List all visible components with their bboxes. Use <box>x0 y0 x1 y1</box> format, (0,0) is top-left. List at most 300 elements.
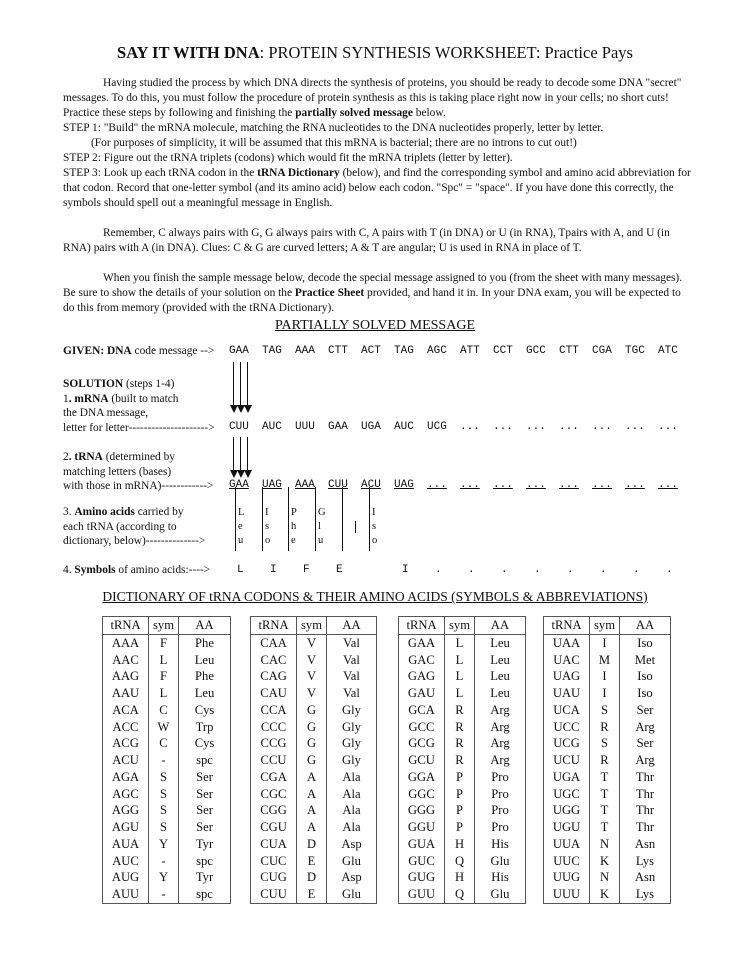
table-row <box>103 719 231 736</box>
finish-paragraph <box>63 271 693 316</box>
table-cell: C <box>149 702 179 719</box>
trna-label <box>63 450 233 494</box>
step-1: STEP 1: "Build" the mRNA molecule, matching the RNA nucleotides to the DNA nucleotides properly, letter by letter. <box>63 122 604 134</box>
table-cell: GUA <box>399 836 445 853</box>
aa-connector-line <box>262 487 263 551</box>
table-cell: Val <box>327 668 377 685</box>
arrow-shaft <box>233 362 234 406</box>
table-row <box>251 802 377 819</box>
column-header: tRNA <box>544 617 590 635</box>
table-cell: V <box>297 685 327 702</box>
table-cell: K <box>590 853 620 870</box>
mrna-text: letter for letter---------------------> <box>63 421 215 434</box>
table-row <box>544 634 671 651</box>
table-cell: Gly <box>327 735 377 752</box>
table-row <box>399 735 526 752</box>
aa-letter: h <box>291 521 297 532</box>
table-cell: AGG <box>103 802 149 819</box>
table-cell: V <box>297 634 327 651</box>
table-cell: R <box>445 719 475 736</box>
table-cell: Arg <box>620 719 671 736</box>
table-cell: L <box>149 685 179 702</box>
table-row <box>544 719 671 736</box>
partial-heading: PARTIALLY SOLVED MESSAGE <box>274 318 475 333</box>
table-row <box>399 853 526 870</box>
table-cell: GGG <box>399 802 445 819</box>
mrna-text: the DNA message, <box>63 407 149 419</box>
table-cell: Iso <box>620 668 671 685</box>
table-cell: S <box>590 735 620 752</box>
table-row <box>544 685 671 702</box>
table-cell: GUC <box>399 853 445 870</box>
step-number: 3. <box>63 506 75 518</box>
mrna-codon: GAA <box>328 421 348 433</box>
table-cell: I <box>590 668 620 685</box>
mrna-sequence <box>229 420 691 435</box>
aa-letter: e <box>291 535 296 546</box>
finish-text-end: provided, and hand it in. In your DNA exam, you will be expected to do this from memory (provided with the tRNA Dictionary). <box>63 287 681 314</box>
dna-codon: ACT <box>361 345 381 357</box>
table-cell: Leu <box>179 685 231 702</box>
table-cell: AUU <box>103 886 149 903</box>
table-cell: spc <box>179 886 231 903</box>
symbol: F <box>303 564 310 576</box>
mrna-codon: UGA <box>361 421 381 433</box>
table-cell: V <box>297 652 327 669</box>
symbol: . <box>567 564 574 576</box>
trna-codon: ... <box>625 479 645 491</box>
trna-text: with those in mRNA)------------> <box>63 480 214 492</box>
table-cell: S <box>149 786 179 803</box>
solution-rest: (steps 1-4) <box>123 378 175 390</box>
table-row <box>399 769 526 786</box>
table-cell: UAA <box>544 634 590 651</box>
remember-paragraph: Remember, C always pairs with G, G always pairs with C, A pairs with T (in DNA) or U (in RNA), Tpairs with A, and U (in RNA) pairs with A (in DNA). Clues: C & G are curved letters; A & T are angular; U is used in RNA in place of T. <box>63 227 670 254</box>
table-cell: ACU <box>103 752 149 769</box>
amino-acid-iso <box>265 506 277 548</box>
table-cell: R <box>590 752 620 769</box>
amino-acid-glu <box>318 506 330 548</box>
table-row <box>103 668 231 685</box>
amino-acids-label <box>63 505 233 549</box>
table-cell: Gly <box>327 702 377 719</box>
table-cell: F <box>149 668 179 685</box>
dna-codon: ATT <box>460 345 480 357</box>
aa-letter: s <box>265 521 270 532</box>
arrow-shaft <box>247 437 248 471</box>
dna-codon: TGC <box>625 345 645 357</box>
trna-codon: UAG <box>394 479 414 491</box>
table-cell: W <box>149 719 179 736</box>
table-cell: F <box>149 634 179 651</box>
table-cell: G <box>297 719 327 736</box>
dna-codon: AAA <box>295 345 315 357</box>
mrna-codon: UUU <box>295 421 315 433</box>
table-cell: AAC <box>103 652 149 669</box>
symbol: . <box>435 564 442 576</box>
table-cell: UUU <box>544 886 590 903</box>
table-row <box>103 802 231 819</box>
table-row <box>251 819 377 836</box>
table-cell: R <box>590 719 620 736</box>
dictionary-heading: DICTIONARY OF tRNA CODONS & THEIR AMINO ACIDS (SYMBOLS & ABBREVIATIONS) <box>102 589 648 604</box>
dna-codon: CCT <box>493 345 513 357</box>
table-row <box>103 853 231 870</box>
step-number: 4. <box>63 564 75 576</box>
table-cell: GUG <box>399 869 445 886</box>
table-cell: Y <box>149 869 179 886</box>
symbols-bold: Symbols <box>74 564 116 576</box>
table-cell: A <box>297 769 327 786</box>
table-cell: T <box>590 769 620 786</box>
table-row <box>399 719 526 736</box>
table-cell: H <box>445 836 475 853</box>
column-header: sym <box>590 617 620 635</box>
table-row <box>103 735 231 752</box>
column-header: sym <box>445 617 475 635</box>
trna-codon: ... <box>460 479 480 491</box>
table-cell: E <box>297 853 327 870</box>
table-cell: Asp <box>327 869 377 886</box>
table-cell: AAU <box>103 685 149 702</box>
aa-letter: G <box>318 507 326 518</box>
table-cell: Leu <box>475 652 526 669</box>
dna-codon: CTT <box>559 345 579 357</box>
table-cell: Tyr <box>179 836 231 853</box>
mrna-codon: CUU <box>229 421 249 433</box>
table-cell: AGC <box>103 786 149 803</box>
step-3-text-end: (below), and find the corresponding symbol and amino acid abbreviation for that codon. Record that one-letter symbol (and its amino acid) below each codon. "Spc" = "space". If you have done this correctly, the symbols should spell out a meaningful message in English. <box>63 167 691 209</box>
symbol: . <box>633 564 640 576</box>
trna-text: matching letters (bases) <box>63 465 172 478</box>
table-row <box>251 886 377 903</box>
spc-dash-mark <box>355 521 356 533</box>
table-cell: GAU <box>399 685 445 702</box>
table-cell: ACG <box>103 735 149 752</box>
table-row <box>103 869 231 886</box>
table-cell: Leu <box>475 685 526 702</box>
table-cell: G <box>297 752 327 769</box>
table-cell: Val <box>327 634 377 651</box>
table-cell: UAG <box>544 668 590 685</box>
symbol: I <box>270 564 277 576</box>
table-cell: Lys <box>620 886 671 903</box>
table-row <box>544 853 671 870</box>
table-cell: Ser <box>179 769 231 786</box>
table-cell: Ala <box>327 769 377 786</box>
table-row <box>399 702 526 719</box>
table-cell: CUC <box>251 853 297 870</box>
table-cell: R <box>445 735 475 752</box>
table-cell: H <box>445 869 475 886</box>
table-row <box>544 769 671 786</box>
table-row <box>251 769 377 786</box>
table-cell: Pro <box>475 819 526 836</box>
step-number: 2 <box>63 451 69 463</box>
table-cell: T <box>590 819 620 836</box>
table-row <box>399 869 526 886</box>
table-cell: Pro <box>475 786 526 803</box>
table-cell: GAG <box>399 668 445 685</box>
table-row <box>251 634 377 651</box>
symbol: . <box>600 564 607 576</box>
table-cell: Phe <box>179 634 231 651</box>
dna-sequence <box>229 344 691 359</box>
title-bold: SAY IT WITH DNA <box>117 43 260 62</box>
table-cell: CGU <box>251 819 297 836</box>
step-2: STEP 2: Figure out the tRNA triplets (codons) which would fit the mRNA triplets (letter by letter). <box>63 152 513 164</box>
table-cell: L <box>445 634 475 651</box>
step-3-bold: tRNA Dictionary <box>257 167 340 179</box>
table-cell: L <box>445 685 475 702</box>
table-cell: CUG <box>251 869 297 886</box>
table-cell: Asn <box>620 869 671 886</box>
table-cell: UUA <box>544 836 590 853</box>
aa-letter: P <box>291 507 297 518</box>
table-row <box>399 836 526 853</box>
dictionary-table <box>398 616 526 904</box>
symbol: . <box>501 564 508 576</box>
column-header: sym <box>297 617 327 635</box>
aa-letter: I <box>372 507 376 518</box>
table-cell: CCU <box>251 752 297 769</box>
given-label: code message --> <box>131 345 215 357</box>
step-number: 1 <box>63 392 69 405</box>
table-cell: CGG <box>251 802 297 819</box>
table-cell: R <box>445 752 475 769</box>
table-cell: GUU <box>399 886 445 903</box>
table-cell: A <box>297 786 327 803</box>
table-cell: Asp <box>327 836 377 853</box>
aa-connector-line <box>288 487 289 551</box>
symbol: . <box>534 564 541 576</box>
table-cell: Thr <box>620 786 671 803</box>
table-cell: His <box>475 869 526 886</box>
table-row <box>251 668 377 685</box>
table-cell: L <box>149 652 179 669</box>
table-cell: I <box>590 685 620 702</box>
table-cell: Glu <box>475 886 526 903</box>
table-row <box>251 735 377 752</box>
trna-sequence <box>229 478 691 493</box>
table-cell: Ser <box>179 786 231 803</box>
table-cell: ACA <box>103 702 149 719</box>
trna-codon: AAA <box>295 479 315 491</box>
dna-codon: GCC <box>526 345 546 357</box>
symbol: . <box>666 564 673 576</box>
mrna-codon: ... <box>625 421 645 433</box>
table-cell: Q <box>445 886 475 903</box>
table-cell: T <box>590 802 620 819</box>
table-cell: Q <box>445 853 475 870</box>
table-cell: GCA <box>399 702 445 719</box>
table-cell: UAC <box>544 652 590 669</box>
table-cell: CGC <box>251 786 297 803</box>
table-cell: AGU <box>103 819 149 836</box>
table-cell: Arg <box>475 752 526 769</box>
column-header: sym <box>149 617 179 635</box>
mrna-codon: ... <box>526 421 546 433</box>
table-cell: Phe <box>179 668 231 685</box>
table-row <box>544 886 671 903</box>
table-cell: CCC <box>251 719 297 736</box>
table-cell: UUG <box>544 869 590 886</box>
table-cell: Pro <box>475 769 526 786</box>
arrow-shaft <box>240 362 241 406</box>
arrow-shaft <box>233 437 234 471</box>
table-row <box>103 702 231 719</box>
table-row <box>251 869 377 886</box>
table-cell: Ser <box>620 702 671 719</box>
trna-codon: UAG <box>262 479 282 491</box>
table-row <box>399 752 526 769</box>
table-cell: K <box>590 886 620 903</box>
arrow-shaft <box>247 362 248 406</box>
column-header: AA <box>620 617 671 635</box>
table-cell: spc <box>179 752 231 769</box>
symbol: E <box>336 564 343 576</box>
table-cell: Iso <box>620 634 671 651</box>
aa-letter: I <box>265 507 269 518</box>
table-cell: UCA <box>544 702 590 719</box>
table-cell: R <box>445 702 475 719</box>
table-cell: L <box>445 652 475 669</box>
table-row <box>103 652 231 669</box>
column-header: tRNA <box>399 617 445 635</box>
table-cell: N <box>590 869 620 886</box>
table-row <box>544 802 671 819</box>
table-cell: CUA <box>251 836 297 853</box>
table-cell: L <box>445 668 475 685</box>
table-cell: CCG <box>251 735 297 752</box>
table-cell: Thr <box>620 769 671 786</box>
amino-acid-iso <box>372 506 384 548</box>
trna-codon: ... <box>427 479 447 491</box>
arrow-down-icon <box>244 470 252 478</box>
table-row <box>251 702 377 719</box>
solution-bold: SOLUTION <box>63 378 124 390</box>
trna-codon: CUU <box>328 479 348 491</box>
intro-bold: partially solved message <box>295 107 413 119</box>
aa-letter: l <box>318 521 321 532</box>
trna-codon: ... <box>658 479 678 491</box>
aa-letter: u <box>318 535 324 546</box>
table-cell: GGU <box>399 819 445 836</box>
aa-letter: L <box>238 507 245 518</box>
table-cell: G <box>297 702 327 719</box>
mrna-codon: AUC <box>262 421 282 433</box>
table-cell: Arg <box>620 752 671 769</box>
table-cell: Leu <box>179 652 231 669</box>
trna-codon: ... <box>493 479 513 491</box>
table-row <box>103 886 231 903</box>
table-cell: GCG <box>399 735 445 752</box>
table-cell: P <box>445 802 475 819</box>
table-cell: Pro <box>475 802 526 819</box>
table-row <box>103 634 231 651</box>
table-cell: GGC <box>399 786 445 803</box>
table-cell: Glu <box>327 853 377 870</box>
step-3-text: STEP 3: Look up each tRNA codon in the <box>63 167 258 179</box>
arrow-shaft <box>240 437 241 471</box>
symbol: I <box>402 564 409 576</box>
dictionary-table <box>543 616 671 904</box>
intro-paragraph <box>63 76 693 121</box>
table-cell: - <box>149 752 179 769</box>
dna-codon: GAA <box>229 345 249 357</box>
table-cell: AUC <box>103 853 149 870</box>
table-row <box>544 836 671 853</box>
finish-bold: Practice Sheet <box>294 287 365 299</box>
table-cell: AUA <box>103 836 149 853</box>
step-3 <box>63 166 693 211</box>
table-cell: M <box>590 652 620 669</box>
table-cell: Met <box>620 652 671 669</box>
symbols-sequence <box>237 563 699 578</box>
table-row <box>103 685 231 702</box>
table-cell: AGA <box>103 769 149 786</box>
table-cell: D <box>297 836 327 853</box>
table-cell: C <box>149 735 179 752</box>
table-cell: His <box>475 836 526 853</box>
table-row <box>251 836 377 853</box>
table-row <box>399 819 526 836</box>
table-row <box>399 685 526 702</box>
trna-codon: ... <box>526 479 546 491</box>
mrna-codon: UCG <box>427 421 447 433</box>
table-cell: P <box>445 769 475 786</box>
table-row <box>103 752 231 769</box>
dna-codon: CGA <box>592 345 612 357</box>
aa-letter: u <box>238 535 244 546</box>
table-row <box>399 802 526 819</box>
table-cell: GCU <box>399 752 445 769</box>
table-cell: UAU <box>544 685 590 702</box>
intro-text: Having studied the process by which DNA directs the synthesis of proteins, you should be ready to decode some DNA "secret" messages. To do this, you must follow the procedure of protein synthesis as this is taking place right now in your cells; no short cuts! Practice these steps by following and finishing the <box>63 77 682 119</box>
table-cell: UCU <box>544 752 590 769</box>
table-cell: Val <box>327 685 377 702</box>
column-header: AA <box>179 617 231 635</box>
table-cell: Ser <box>179 802 231 819</box>
table-cell: - <box>149 853 179 870</box>
mrna-label <box>63 377 233 435</box>
given-dna-line <box>63 344 214 359</box>
table-cell: Iso <box>620 685 671 702</box>
table-row <box>544 668 671 685</box>
table-cell: AUG <box>103 869 149 886</box>
table-row <box>544 752 671 769</box>
table-cell: GCC <box>399 719 445 736</box>
table-cell: AAA <box>103 634 149 651</box>
mrna-codon: AUC <box>394 421 414 433</box>
table-cell: GAA <box>399 634 445 651</box>
table-cell: Trp <box>179 719 231 736</box>
column-header: AA <box>475 617 526 635</box>
table-cell: CUU <box>251 886 297 903</box>
table-cell: CAC <box>251 652 297 669</box>
table-cell: Ala <box>327 802 377 819</box>
trna-codon: ... <box>592 479 612 491</box>
table-cell: D <box>297 869 327 886</box>
aa-letter: e <box>238 521 243 532</box>
table-cell: Glu <box>327 886 377 903</box>
table-row <box>251 853 377 870</box>
table-cell: CAG <box>251 668 297 685</box>
table-cell: S <box>149 769 179 786</box>
table-cell: E <box>297 886 327 903</box>
table-row <box>399 668 526 685</box>
column-header: tRNA <box>251 617 297 635</box>
